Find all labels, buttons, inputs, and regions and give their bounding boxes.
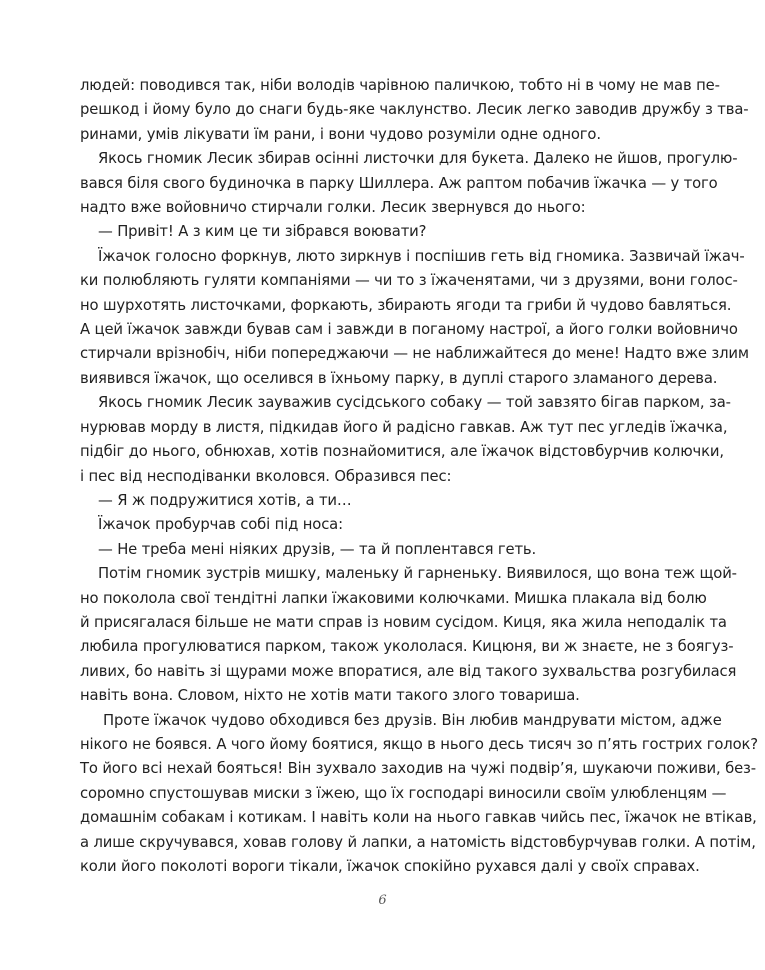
text-line: а лише скручувався, ховав голову й лапки, а натомість відстовбурчував голки. А потім, xyxy=(80,833,756,851)
text-line: Потім гномик зустрів мишку, маленьку й гарненьку. Виявилося, що вона теж щой- xyxy=(98,565,737,583)
text-line: домашнім собакам і котикам. І навіть коли на нього гавкав чийсь пес, їжачок не втікав, xyxy=(80,809,757,827)
text-line: ки полюбляють гуляти компаніями — чи то з їжаченятами, чи з друзями, вони голос- xyxy=(80,272,738,290)
text-line: надто вже войовничо стирчали голки. Лесик звернувся до нього: xyxy=(80,199,586,217)
text-line: Їжачок пробурчав собі під носа: xyxy=(98,516,343,534)
text-line: соромно спустошував миски з їжею, що їх господарі виносили своїм улюбленцям — xyxy=(80,784,727,802)
text-line: Проте їжачок чудово обходився без друзів. Він любив мандрувати містом, адже xyxy=(103,711,722,729)
text-line: То його всі нехай бояться! Він зухвало заходив на чужі подвір’я, шукаючи поживи, без- xyxy=(80,760,756,778)
text-line: Їжачок голосно форкнув, люто зиркнув і поспішив геть від гномика. Зазвичай їжач- xyxy=(98,247,745,265)
text-line: решкод і йому було до снаги будь-яке чаклунство. Лесик легко заводив дружбу з тва- xyxy=(80,101,749,119)
text-line: й присягалася більше не мати справ із новим сусідом. Киця, яка жила неподалік та xyxy=(80,613,727,631)
dialogue-line: — Не треба мені ніяких друзів, — та й поплентався геть. xyxy=(98,540,537,558)
text-line: А цей їжачок завжди бував сам і завжди в поганому настрої, а його голки войовничо xyxy=(80,321,738,339)
dialogue-line: — Я ж подружитися хотів, а ти… xyxy=(98,491,352,509)
page-number: 6 xyxy=(378,893,387,908)
text-line: підбіг до нього, обнюхав, хотів познайомитися, але їжачок відстовбурчив колючки, xyxy=(80,443,724,461)
text-line: ринами, умів лікувати їм рани, і вони чудово розуміли одне одного. xyxy=(80,125,601,143)
dialogue-line: — Привіт! А з ким це ти зібрався воювати? xyxy=(98,223,427,241)
text-line: стирчали врізнобіч, ніби попереджаючи — не наближайтеся до мене! Надто вже злим xyxy=(80,345,749,363)
text-line: і пес від несподіванки вколовся. Образився пес: xyxy=(80,467,452,485)
text-line: нурював морду в листя, підкидав його й радісно гавкав. Аж тут пес угледів їжачка, xyxy=(80,418,728,436)
text-line: виявився їжачок, що оселився в їхньому парку, в дуплі старого зламаного дерева. xyxy=(80,369,718,387)
story-text xyxy=(80,74,759,879)
text-line: ливих, бо навіть зі щурами може впоратися, але від такого зухвальства розгубилася xyxy=(80,662,737,680)
text-line: но поколола свої тендітні лапки їжаковими колючками. Мишка плакала від болю xyxy=(80,589,707,607)
text-line: коли його поколоті вороги тікали, їжачок спокійно рухався далі у своїх справах. xyxy=(80,858,700,875)
text-line: вався біля свого будиночка в парку Шиллера. Аж раптом побачив їжачка — у того xyxy=(80,174,718,192)
text-line: но шурхотять листочками, форкають, збирають ягоди та гриби й чудово бавляться. xyxy=(80,296,732,314)
text-line: людей: поводився так, ніби володів чарівною паличкою, тобто ні в чому не мав пе- xyxy=(80,77,720,94)
text-line: нікого не боявся. А чого йому боятися, якщо в нього десь тисяч зо п’ять гострих голок? xyxy=(80,735,759,753)
text-line: навіть вона. Словом, ніхто не хотів мати такого злого товариша. xyxy=(80,687,580,705)
text-line: Якось гномик Лесик зауважив сусідського собаку — той завзято бігав парком, за- xyxy=(98,394,731,412)
text-line: любила прогулюватися парком, також укололася. Кицюня, ви ж знаєте, не з боягуз- xyxy=(80,638,734,656)
text-line: Якось гномик Лесик збирав осінні листочки для букета. Далеко не йшов, прогулю- xyxy=(98,150,738,168)
